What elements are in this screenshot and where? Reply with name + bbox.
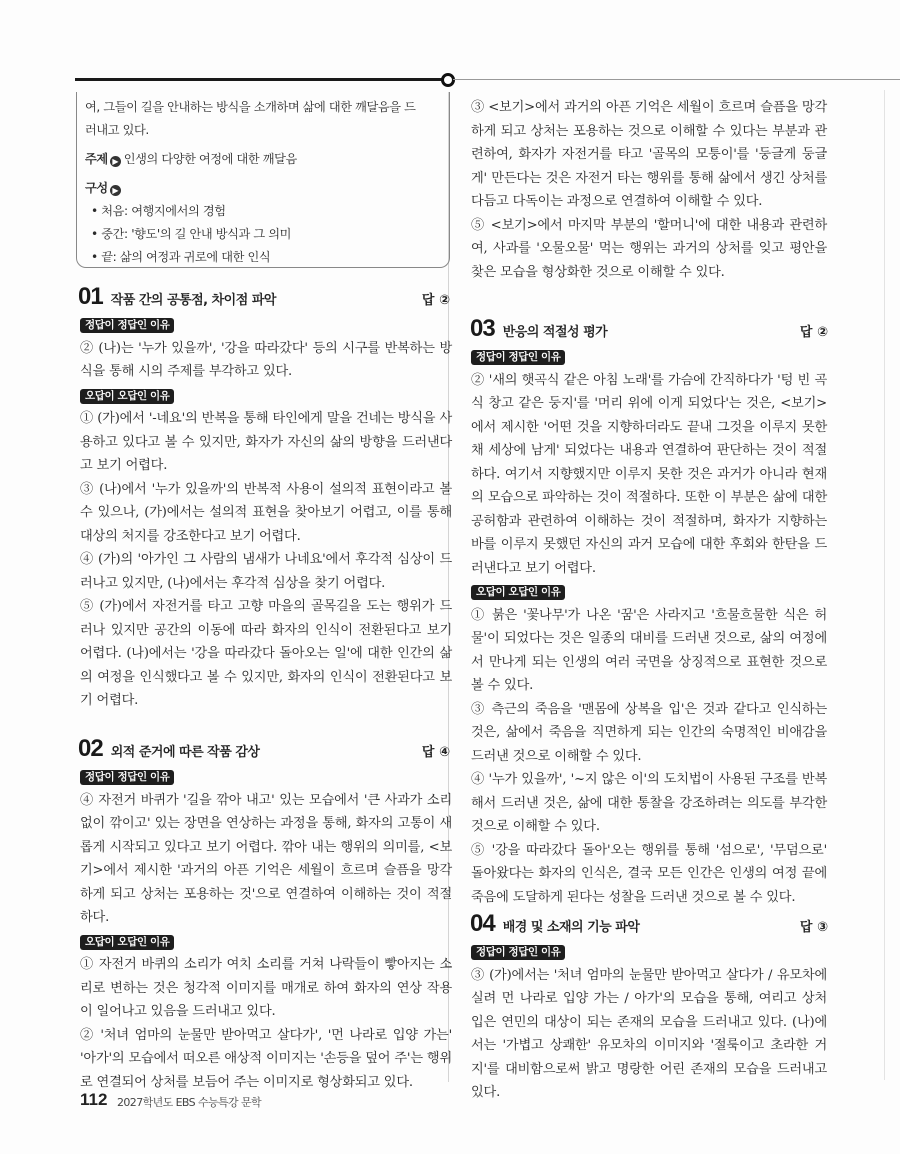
wrong-explanation: ⑤ <보기>에서 마지막 부분의 '할머니'에 대한 내용과 관련하여, 사과를 '오물오물' 먹는 행위는 과거의 상처를 잊고 평안을 찾은 모습을 형상화한 것으로 이해할 수 있다. xyxy=(471,217,827,280)
wrong-explanation: ① 붉은 '꽃나무'가 나온 '꿈'은 사라지고 '흐물흐물한 식은 허물'이 되었다는 것은 일종의 대비를 드러낸 것으로, 삶의 여정에서 만나게 되는 인생의 여러 국면을 상징적으로 표현한 것으로 볼 수 있다. xyxy=(471,607,827,693)
wrong-explanation: ⑤ (가)에서 자전거를 타고 고향 마을의 골목길을 도는 행위가 드러나 있지만 공간의 이동에 따라 화자의 인식이 전환된다고 보기 어렵다. (나)에서는 '강을 따라갔다 돌아오는 일'에 대한 인간의 삶의 여정을 인식했다고 볼 수 있지만, 화자의 인식이 전환된다고 보기 어렵다. xyxy=(80,599,452,708)
question-title: 작품 간의 공통점, 차이점 파악 xyxy=(110,293,276,308)
wrong-explanation: ② '처녀 엄마의 눈물만 받아먹고 살다가', '먼 나라로 입양 가는' '아가'의 모습에서 떠오른 애상적 이미지는 '손등을 덮어 주'는 행위로 연결되어 상처를 보듬어 주는 이미지로 형상화되고 있다. xyxy=(80,1027,452,1090)
question-02-continued xyxy=(471,96,827,284)
correct-explanation: ② (나)는 '누가 있을까', '강을 따라갔다' 등의 시구를 반복하는 방식을 통해 시의 주제를 부각하고 있다. xyxy=(80,340,452,379)
question-number: 01 xyxy=(78,283,103,310)
structure-label: 구성 xyxy=(85,181,108,195)
correct-explanation: ③ (가)에서는 '처녀 엄마의 눈물만 받아먹고 살다가 / 유모차에 실려 먼 나라로 입양 가는 / 아가'의 모습을 통해, 여리고 상처 입은 연민의 대상이 되는 존재의 모습을 드러내고 있다. (나)에서는 '가볍고 상쾌한' 유모차의 이미지와 '절룩이고 초라한 거지'를 대비함으로써 밝고 명랑한 어린 존재의 모습을 드러내고 있다. xyxy=(471,967,827,1100)
question-number: 02 xyxy=(78,735,103,762)
correct-explanation: ④ 자전거 바퀴가 '길을 깎아 내고' 있는 모습에서 '큰 사과가 소리 없이 깎이고' 있는 장면을 연상하는 과정을 통해, 화자의 고통이 새롭게 시작되고 있다고 보기 어렵다. 깎아 내는 행위의 의미를, <보기>에서 제시한 '과거의 아픈 기억은 세월이 흐르며 슬픔을 망각하게 되고 상처는 포용하는 것'으로 연결하여 이해하는 것이 적절하다. xyxy=(80,792,452,925)
page-edge-line xyxy=(884,90,885,1080)
answer-label: 답 ② xyxy=(421,293,450,308)
question-header-03 xyxy=(470,315,828,343)
question-header-04 xyxy=(470,910,828,938)
wrong-reason-tag: 오답이 오답인 이유 xyxy=(471,585,565,600)
header-rule-thin xyxy=(453,79,900,80)
question-02-body xyxy=(80,765,452,1094)
summary-intro-line: 여, 그들이 길을 안내하는 방식을 소개하며 삶에 대한 깨달음을 드 xyxy=(85,100,416,114)
wrong-reason-tag: 오답이 오답인 이유 xyxy=(80,935,174,950)
answer-label: 답 ③ xyxy=(799,920,828,935)
question-04-body xyxy=(471,940,827,1105)
wrong-reason-tag: 오답이 오답인 이유 xyxy=(80,389,174,404)
summary-intro-line: 러내고 있다. xyxy=(85,123,149,137)
header-rule-dot xyxy=(441,73,455,87)
structure-row xyxy=(85,177,441,200)
correct-reason-tag: 정답이 정답인 이유 xyxy=(471,350,565,365)
wrong-explanation: ① (가)에서 '-네요'의 반복을 통해 타인에게 말을 건네는 방식을 사용하고 있다고 볼 수 있지만, 화자가 자신의 삶의 방향을 드러낸다고 보기 어렵다. xyxy=(80,411,452,473)
structure-item: • 중간: '향도'의 길 안내 방식과 그 의미 xyxy=(91,227,291,241)
question-01-body xyxy=(80,313,452,713)
correct-reason-tag: 정답이 정답인 이유 xyxy=(471,945,565,960)
answer-label: 답 ② xyxy=(799,325,828,340)
question-header-02 xyxy=(78,735,450,763)
question-header-01 xyxy=(78,283,450,311)
question-03-body xyxy=(471,345,827,909)
structure-item: • 처음: 여행지에서의 경험 xyxy=(91,204,226,218)
wrong-explanation: ④ (가)의 '아가인 그 사람의 냄새가 나네요'에서 후각적 심상이 드러나고 있지만, (나)에서는 후각적 심상을 찾기 어렵다. xyxy=(80,552,452,591)
question-title: 배경 및 소재의 기능 파악 xyxy=(502,920,640,935)
summary-box xyxy=(76,92,450,268)
theme-label: 주제 xyxy=(85,152,108,166)
question-title: 외적 준거에 따른 작품 감상 xyxy=(110,745,260,760)
question-title: 반응의 적절성 평가 xyxy=(502,325,608,340)
wrong-explanation: ③ 측근의 죽음을 '맨몸에 상복을 입'은 것과 같다고 인식하는 것은, 삶에서 죽음을 직면하게 되는 인간의 숙명적인 비애감을 드러낸 것으로 이해할 수 있다. xyxy=(471,701,827,764)
theme-row xyxy=(85,148,441,171)
answer-label: 답 ④ xyxy=(421,745,450,760)
correct-reason-tag: 정답이 정답인 이유 xyxy=(80,770,174,785)
arrow-circle-icon: ▶ xyxy=(110,156,121,167)
wrong-explanation: ① 자전거 바퀴의 소리가 여치 소리를 거쳐 나락들이 빻아지는 소리로 변하는 것은 청각적 이미지를 매개로 하여 화자의 연상 작용이 일어나고 있음을 드러내고 있다. xyxy=(80,957,452,1019)
correct-explanation: ② '새의 햇곡식 같은 아침 노래'를 가슴에 간직하다가 '텅 빈 곡식 창고 같은 둥지'를 '머리 위에 이게 되었다'는 것은, <보기>에서 제시한 '어떤 것을 지향하더라도 끝내 그것을 이루지 못한 채 세상에 남게' 되었다는 내용과 연결하여 판단하는 것이 적절하다. 여기서 지향했지만 이루지 못한 것은 과거가 아니라 현재의 모습으로 파악하는 것이 적절하다. 또한 이 부분은 삶에 대한 공허함과 관련하여 이해하는 것이 적절하며, 화자가 지향하는 바를 이루지 못했던 자신의 과거 모습에 대한 후회와 한탄을 드러낸다고 보기 어렵다. xyxy=(471,372,827,576)
arrow-circle-icon: ▶ xyxy=(110,185,121,196)
question-number: 03 xyxy=(470,315,495,342)
structure-item: • 끝: 삶의 여정과 귀로에 대한 인식 xyxy=(91,250,271,264)
page-number: 112 xyxy=(80,1090,108,1109)
book-title: 2027학년도 EBS 수능특강 문학 xyxy=(117,1096,262,1109)
wrong-explanation: ③ <보기>에서 과거의 아픈 기억은 세월이 흐르며 슬픔을 망각하게 되고 상처는 포용하는 것으로 이해할 수 있다는 부분과 관련하여, 화자가 자전거를 타고 '골목의 모퉁이'를 '둥글게 둥글게' 만든다는 것은 자전거 타는 행위를 통해 삶에서 생긴 상처를 다듬고 다독이는 과정으로 연결하여 이해할 수 있다. xyxy=(471,100,827,209)
wrong-explanation: ④ '누가 있을까', '~지 않은 이'의 도치법이 사용된 구조를 반복해서 드러낸 것은, 삶에 대한 통찰을 강조하려는 의도를 부각한 것으로 이해할 수 있다. xyxy=(471,772,827,834)
question-number: 04 xyxy=(470,910,495,937)
theme-text: 인생의 다양한 여정에 대한 깨달음 xyxy=(123,152,297,166)
header-rule xyxy=(75,78,445,81)
wrong-explanation: ⑤ '강을 따라갔다 돌아'오는 행위를 통해 '섬으로', '무덤으로' 돌아왔다는 화자의 인식은, 결국 모든 인간은 인생의 여정 끝에 죽음에 도달하게 된다는 성찰을 드러낸 것으로 볼 수 있다. xyxy=(471,842,827,905)
correct-reason-tag: 정답이 정답인 이유 xyxy=(80,318,174,333)
wrong-explanation: ③ (나)에서 '누가 있을까'의 반복적 사용이 설의적 표현이라고 볼 수 있으나, (가)에서는 설의적 표현을 찾아보기 어렵고, 이를 통해 대상의 처지를 강조한다고 보기 어렵다. xyxy=(80,481,452,544)
